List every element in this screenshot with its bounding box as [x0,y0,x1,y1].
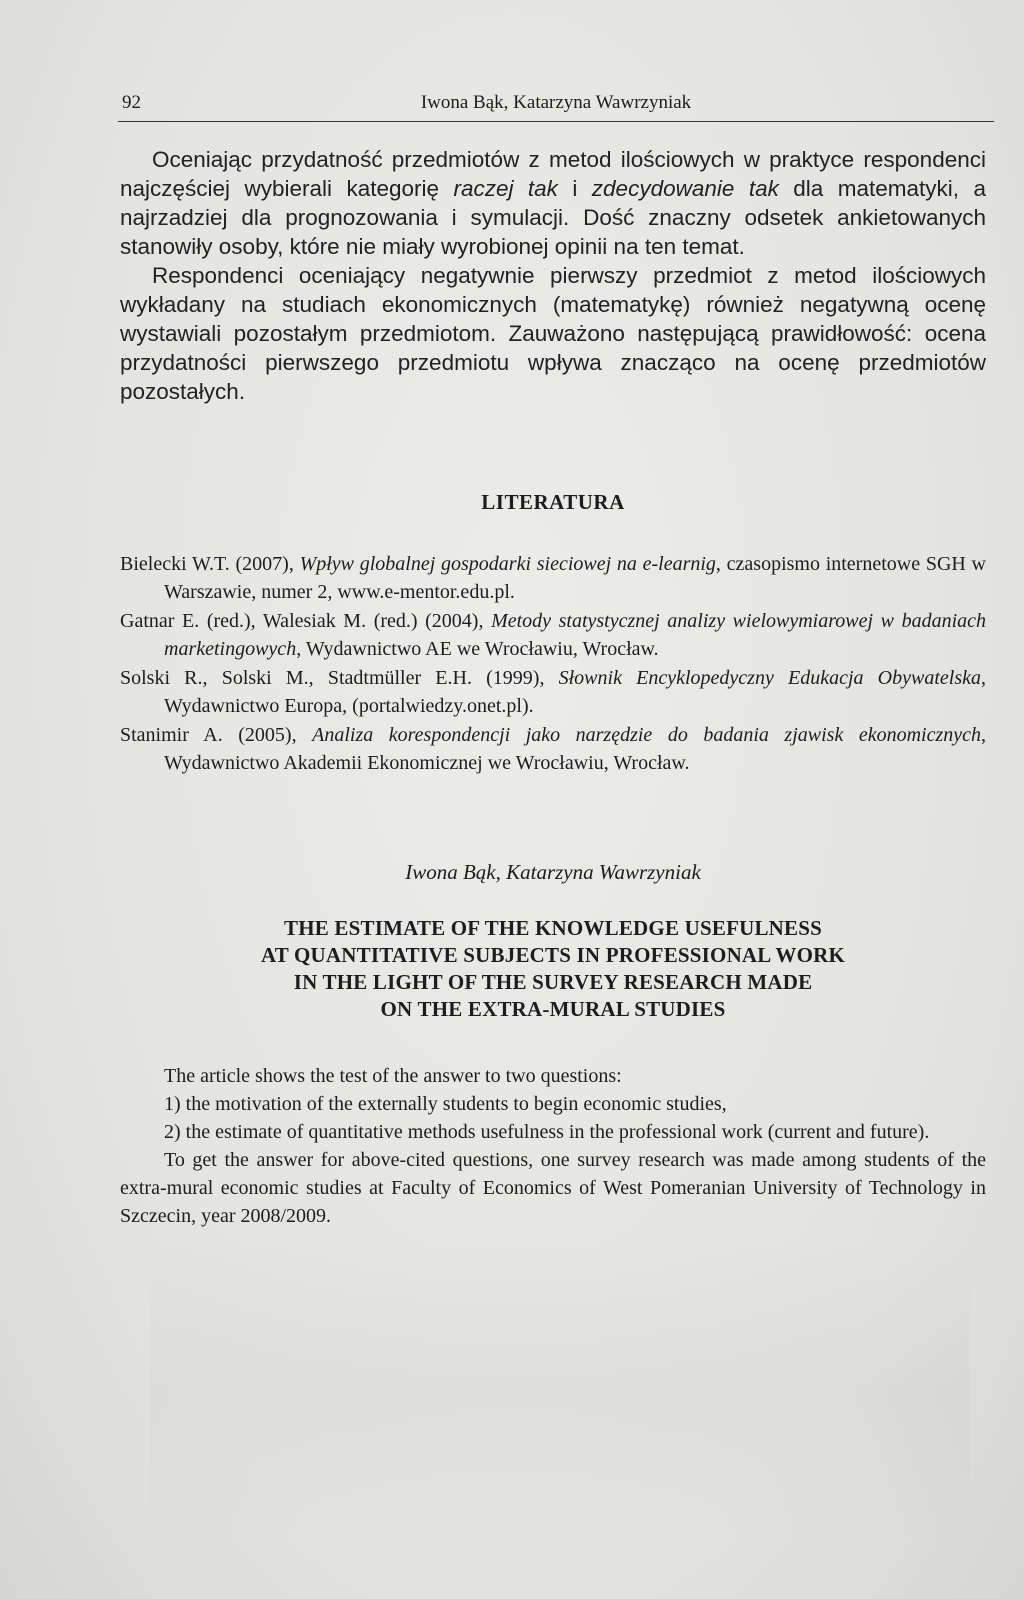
reference-details: , Wydawnictwo AE we Wrocławiu, Wrocław. [296,638,659,660]
body-text-run: i [557,176,592,201]
summary-title-line: AT QUANTITATIVE SUBJECTS IN PROFESSIONAL WORK [260,943,846,967]
summary-text [120,1062,986,1230]
page-number: 92 [122,92,141,113]
summary-title [120,915,986,1023]
summary-title-line: ON THE EXTRA-MURAL STUDIES [380,997,726,1021]
body-text [120,145,986,406]
reference-item [120,550,986,606]
body-paragraph-2: Respondenci oceniający negatywnie pierwszy przedmiot z metod ilościowych wykładany na studiach ekonomicznych (matematykę) również negatywną ocenę wystawiali pozostałym przedmiotom. Zauważono następującą prawidłowość: ocena przydatności pierwszego przedmiotu wpływa znacząco na ocenę przedmiotów pozostałych. [120,263,986,404]
reference-title: Analiza korespondencji jako narzędzie do badania zjawisk ekonomicznych [312,724,982,746]
header-rule [118,121,994,122]
body-text-run: dla matematyki, a najrzadziej dla prognozowania i symulacji. Dość znaczny odsetek ankietowanych stanowiły osoby, które nie miały wyrobionej opinii na ten temat. [120,176,986,259]
reference-item [120,664,986,720]
reference-authors: Stanimir A. (2005), [120,724,313,746]
emphasis-raczej-tak: raczej tak [453,176,558,201]
reference-authors: Gatnar E. (red.), Walesiak M. (red.) (2004), [120,610,492,632]
summary-paragraph: To get the answer for above-cited questions, one survey research was made among students of the extra-mural economic studies at Faculty of Economics of West Pomeranian University of Technology in Szczecin, year 2008/2009. [120,1149,986,1227]
reference-details: , Wydawnictwo Akademii Ekonomicznej we Wrocławiu, Wrocław. [164,724,987,774]
summary-paragraph: 1) the motivation of the externally students to begin economic studies, [164,1093,727,1115]
running-header [118,92,994,122]
body-paragraph-1 [120,145,986,261]
reference-title: Słownik Encyklopedyczny Edukacja Obywatelska [558,667,981,689]
reference-title: Wpływ globalnej gospodarki sieciowej na e-learnig [299,553,716,575]
literature-heading: LITERATURA [481,490,625,514]
reference-authors: Solski R., Solski M., Stadtmüller E.H. (1999), [120,667,559,689]
header-authors: Iwona Bąk, Katarzyna Wawrzyniak [420,92,692,113]
summary-paragraph: The article shows the test of the answer to two questions: [164,1065,622,1087]
summary-authors: Iwona Bąk, Katarzyna Wawrzyniak [405,860,701,884]
reference-details: , czasopismo internetowe SGH w Warszawie, numer 2, www.e-mentor.edu.pl. [164,553,987,603]
emphasis-zdecydowanie-tak: zdecydowanie tak [591,176,779,201]
summary-title-line: IN THE LIGHT OF THE SURVEY RESEARCH MADE [293,970,813,994]
reference-item [120,607,986,663]
reference-list [120,550,986,778]
body-text-run: Oceniając przydatność przedmiotów z metod ilościowych w praktyce respondenci najczęściej wybierali kategorię [120,147,986,201]
scan-shading [150,1240,970,1540]
reference-authors: Bielecki W.T. (2007), [120,553,300,575]
reference-details: , Wydawnictwo Europa, (portalwiedzy.onet.pl). [164,667,986,717]
summary-paragraph: 2) the estimate of quantitative methods usefulness in the professional work (current and future). [164,1121,930,1143]
reference-title: Metody statystycznej analizy wielowymiarowej w badaniach marketingowych [164,610,987,660]
summary-title-line: THE ESTIMATE OF THE KNOWLEDGE USEFULNESS [284,916,822,940]
reference-item [120,721,986,777]
